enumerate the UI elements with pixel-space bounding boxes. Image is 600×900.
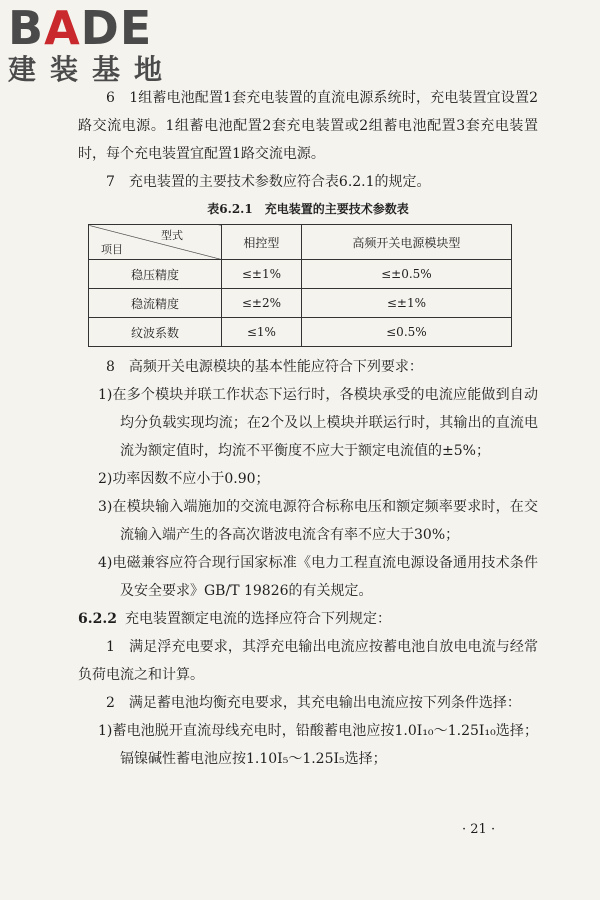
row-phase-value: ≤±2% xyxy=(222,289,302,318)
clause-6-2-2-item-2-sub-1: 1)蓄电池脱开直流母线充电时，铅酸蓄电池应按1.0I₁₀～1.25I₁₀选择；镉镍碱性蓄电池应按1.10I₅～1.25I₅选择； xyxy=(98,723,538,767)
clause-8-paragraph: 8 高频开关电源模块的基本性能应符合下列要求： xyxy=(106,359,423,375)
clause-7-paragraph: 7 充电装置的主要技术参数应符合表6.2.1的规定。 xyxy=(106,174,431,190)
clause-8-item-4: 4)电磁兼容应符合现行国家标准《电力工程直流电源设备通用技术条件及安全要求》GB/T 19826的有关规定。 xyxy=(98,555,538,599)
clause-6-2-2-heading xyxy=(78,605,538,633)
clause-6-2-2-item-2: 2 满足蓄电池均衡充电要求，其充电输出电流应按下列条件选择： xyxy=(106,695,521,711)
column-phase-controlled: 相控型 xyxy=(222,225,302,260)
logo-wordmark: BADE xyxy=(8,1,153,55)
clause-6-2-2-item-1: 1 满足浮充电要求，其浮充电输出电流应按蓄电池自放电电流与经常负荷电流之和计算。 xyxy=(78,639,538,683)
row-item: 稳压精度 xyxy=(89,260,222,289)
row-phase-value: ≤±1% xyxy=(222,260,302,289)
clause-6-paragraph: 6 1组蓄电池配置1套充电装置的直流电源系统时，充电装置宜设置2路交流电源。1组蓄电池配置2套充电装置或2组蓄电池配置3套充电装置时，每个充电装置宜配置1路交流电源。 xyxy=(78,90,538,162)
row-hf-value: ≤0.5% xyxy=(301,318,511,347)
table-row xyxy=(89,289,512,318)
row-item: 稳流精度 xyxy=(89,289,222,318)
row-hf-value: ≤±0.5% xyxy=(301,260,511,289)
row-hf-value: ≤±1% xyxy=(301,289,511,318)
row-item: 纹波系数 xyxy=(89,318,222,347)
logo-subtitle: 建装基地 xyxy=(8,53,177,86)
table-diagonal-header xyxy=(89,225,222,260)
row-phase-value: ≤1% xyxy=(222,318,302,347)
clause-8-item-1: 1)在多个模块并联工作状态下运行时，各模块承受的电流应能做到自动均分负载实现均流；在2个及以上模块并联运行时，其输出的直流电流为额定值时，均流不平衡度不应大于额定电流值的±5%； xyxy=(98,387,538,459)
table-row xyxy=(89,318,512,347)
spec-table xyxy=(88,224,512,347)
column-high-frequency: 高频开关电源模块型 xyxy=(301,225,511,260)
table-row xyxy=(89,260,512,289)
header-item-label: 项目 xyxy=(101,243,123,256)
clause-8-item-2: 2)功率因数不应小于0.90； xyxy=(98,471,270,487)
page-number: · 21 · xyxy=(462,822,496,837)
clause-8-item-3: 3)在模块输入端施加的交流电源符合标称电压和额定频率要求时，在交流输入端产生的各高次谐波电流含有率不应大于30%； xyxy=(98,499,538,543)
bade-logo xyxy=(8,1,177,86)
header-type-label: 型式 xyxy=(161,229,183,242)
document-page xyxy=(78,84,538,773)
clause-6-2-2-text: 充电装置额定电流的选择应符合下列规定： xyxy=(124,611,391,627)
table-header-row xyxy=(89,225,512,260)
table-caption: 表6.2.1 充电装置的主要技术参数表 xyxy=(207,202,409,216)
clause-number: 6.2.2 xyxy=(78,611,117,627)
